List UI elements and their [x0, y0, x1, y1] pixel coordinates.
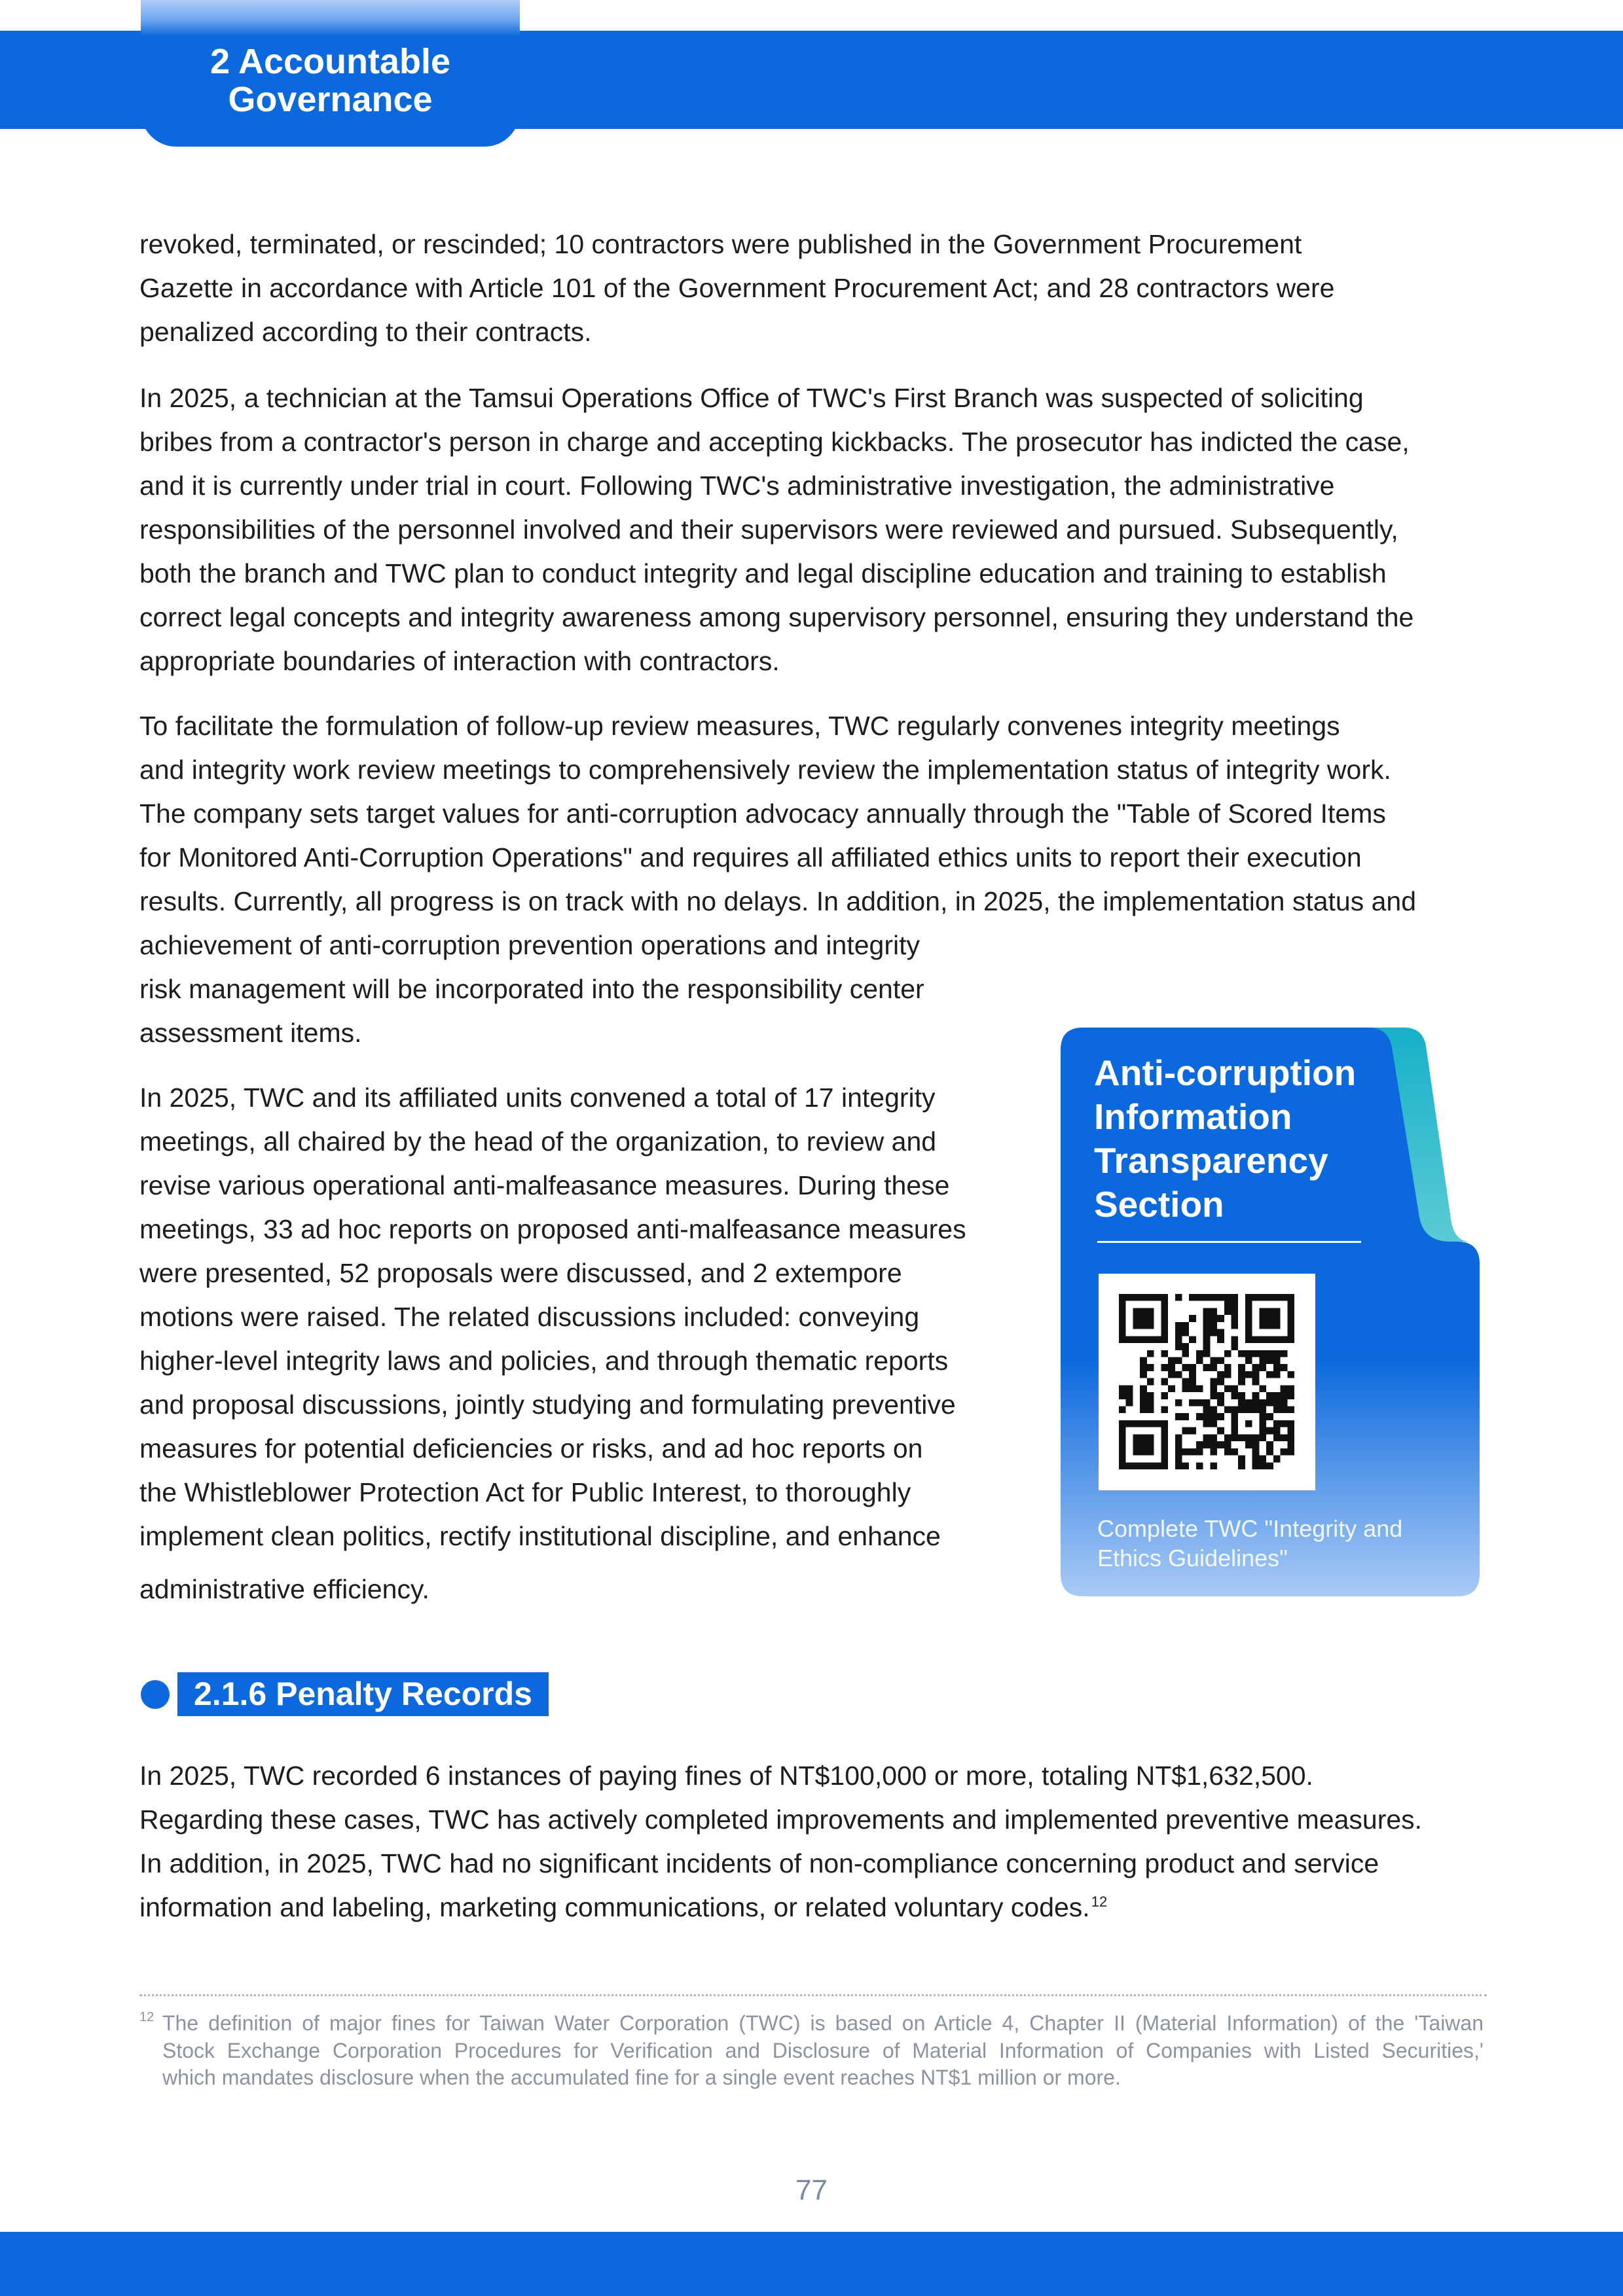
- info-box-title-line: Transparency: [1094, 1140, 1328, 1181]
- paragraph-line: the Whistleblower Protection Act for Public Interest, to thoroughly: [139, 1477, 911, 1507]
- paragraph-line: motions were raised. The related discussions included: conveying: [139, 1302, 920, 1332]
- paragraph-line: risk management will be incorporated into the responsibility center: [139, 974, 924, 1004]
- qr-code-icon[interactable]: [1099, 1274, 1315, 1490]
- divider: [1097, 1241, 1361, 1243]
- paragraph-procurement-penalties: [139, 223, 1334, 354]
- footnote-line: which mandates disclosure when the accumulated fine for a single event reaches NT$1 million or more.: [162, 2066, 1121, 2089]
- guidelines-link-line[interactable]: Complete TWC "Integrity and: [1097, 1515, 1403, 1542]
- paragraph-integrity-meetings: [139, 1076, 966, 1611]
- guidelines-link-line[interactable]: Ethics Guidelines": [1097, 1545, 1288, 1571]
- footnote-line: Stock Exchange Corporation Procedures for Verification and Disclosure of Material Information of Companies with Listed Securities,': [162, 2038, 1484, 2062]
- paragraph-line: for Monitored Anti-Corruption Operations" and requires all affiliated ethics units to report their execution: [139, 842, 1362, 872]
- paragraph-line: measures for potential deficiencies or risks, and ad hoc reports on: [139, 1433, 923, 1463]
- chapter-tab: [141, 0, 520, 147]
- paragraph-line: In addition, in 2025, TWC had no significant incidents of non-compliance concerning product and service: [139, 1848, 1379, 1878]
- paragraph-line-text: information and labeling, marketing communications, or related voluntary codes.: [139, 1892, 1090, 1922]
- paragraph-line: To facilitate the formulation of follow-up review measures, TWC regularly convenes integrity meetings: [139, 711, 1340, 741]
- paragraph-line: achievement of anti-corruption prevention operations and integrity: [139, 930, 920, 960]
- paragraph-line: appropriate boundaries of interaction with contractors.: [139, 646, 780, 676]
- info-box-title: [1094, 1051, 1356, 1227]
- page-number: 77: [795, 2174, 828, 2206]
- paragraph-line: [139, 1886, 1422, 1929]
- footnote-reference: 12: [1091, 1893, 1108, 1910]
- paragraph-line: In 2025, TWC recorded 6 instances of paying fines of NT$100,000 or more, totaling NT$1,632,500.: [139, 1761, 1313, 1791]
- paragraph-review-measures: [139, 704, 1416, 1055]
- paragraph-line: and proposal discussions, jointly studying and formulating preventive: [139, 1390, 956, 1420]
- paragraph-line: In 2025, TWC and its affiliated units convened a total of 17 integrity: [139, 1083, 936, 1113]
- paragraph-line: Gazette in accordance with Article 101 of the Government Procurement Act; and 28 contractors were: [139, 273, 1335, 303]
- chapter-title-line: Governance: [228, 80, 433, 119]
- paragraph-line: results. Currently, all progress is on track with no delays. In addition, in 2025, the implementation status and: [139, 886, 1417, 916]
- paragraph-line: revise various operational anti-malfeasance measures. During these: [139, 1170, 950, 1200]
- footnote-marker: 12: [139, 2010, 155, 2024]
- paragraph-penalty-records: [139, 1754, 1422, 1929]
- footnote-text: [162, 2010, 1484, 2092]
- paragraph-line: and it is currently under trial in court. Following TWC's administrative investigation, the administrative: [139, 471, 1335, 501]
- paragraph-line: The company sets target values for anti-corruption advocacy annually through the "Table of Scored Items: [139, 798, 1386, 829]
- paragraph-line: meetings, all chaired by the head of the organization, to review and: [139, 1126, 937, 1157]
- paragraph-line: penalized according to their contracts.: [139, 317, 592, 347]
- paragraph-line: responsibilities of the personnel involved and their supervisors were reviewed and pursued. Subsequently,: [139, 514, 1398, 545]
- info-box-title-line: Section: [1094, 1184, 1224, 1225]
- chapter-title: [141, 43, 520, 118]
- paragraph-line: bribes from a contractor's person in charge and accepting kickbacks. The prosecutor has indicted the case,: [139, 427, 1410, 457]
- footnote-divider: [139, 1994, 1487, 1996]
- paragraph-line: correct legal concepts and integrity awareness among supervisory personnel, ensuring they understand the: [139, 602, 1414, 632]
- paragraph-line: both the branch and TWC plan to conduct integrity and legal discipline education and training to establish: [139, 558, 1387, 588]
- paragraph-line: assessment items.: [139, 1018, 362, 1048]
- paragraph-line: and integrity work review meetings to comprehensively review the implementation status of integrity work.: [139, 755, 1391, 785]
- guidelines-link[interactable]: [1097, 1514, 1402, 1573]
- section-heading: 2.1.6 Penalty Records: [177, 1672, 549, 1716]
- anti-corruption-info-box: [1061, 1028, 1480, 1596]
- paragraph-line: revoked, terminated, or rescinded; 10 contractors were published in the Government Procurement: [139, 229, 1302, 259]
- info-box-title-line: Anti-corruption: [1094, 1052, 1357, 1093]
- paragraph-line: In 2025, a technician at the Tamsui Operations Office of TWC's First Branch was suspected of soliciting: [139, 383, 1364, 413]
- qr-code-modules: [1119, 1294, 1294, 1469]
- footer-bar: [0, 2232, 1623, 2296]
- circle-bullet-icon: [141, 1680, 170, 1709]
- qr-code-graphic: [1119, 1294, 1294, 1469]
- paragraph-line: implement clean politics, rectify institutional discipline, and enhance: [139, 1521, 941, 1551]
- paragraph-line: Regarding these cases, TWC has actively completed improvements and implemented preventive measures.: [139, 1804, 1423, 1835]
- footnote-line: The definition of major fines for Taiwan Water Corporation (TWC) is based on Article 4, Chapter II (Material Information) of the 'Taiwan: [162, 2011, 1484, 2035]
- chapter-title-line: 2 Accountable: [210, 42, 451, 81]
- paragraph-line: administrative efficiency.: [139, 1574, 429, 1604]
- paragraph-tamsui-case: [139, 376, 1413, 683]
- paragraph-line: were presented, 52 proposals were discussed, and 2 extempore: [139, 1258, 902, 1288]
- info-box-title-line: Information: [1094, 1096, 1292, 1137]
- paragraph-line: higher-level integrity laws and policies, and through thematic reports: [139, 1346, 949, 1376]
- paragraph-line: meetings, 33 ad hoc reports on proposed anti-malfeasance measures: [139, 1214, 966, 1244]
